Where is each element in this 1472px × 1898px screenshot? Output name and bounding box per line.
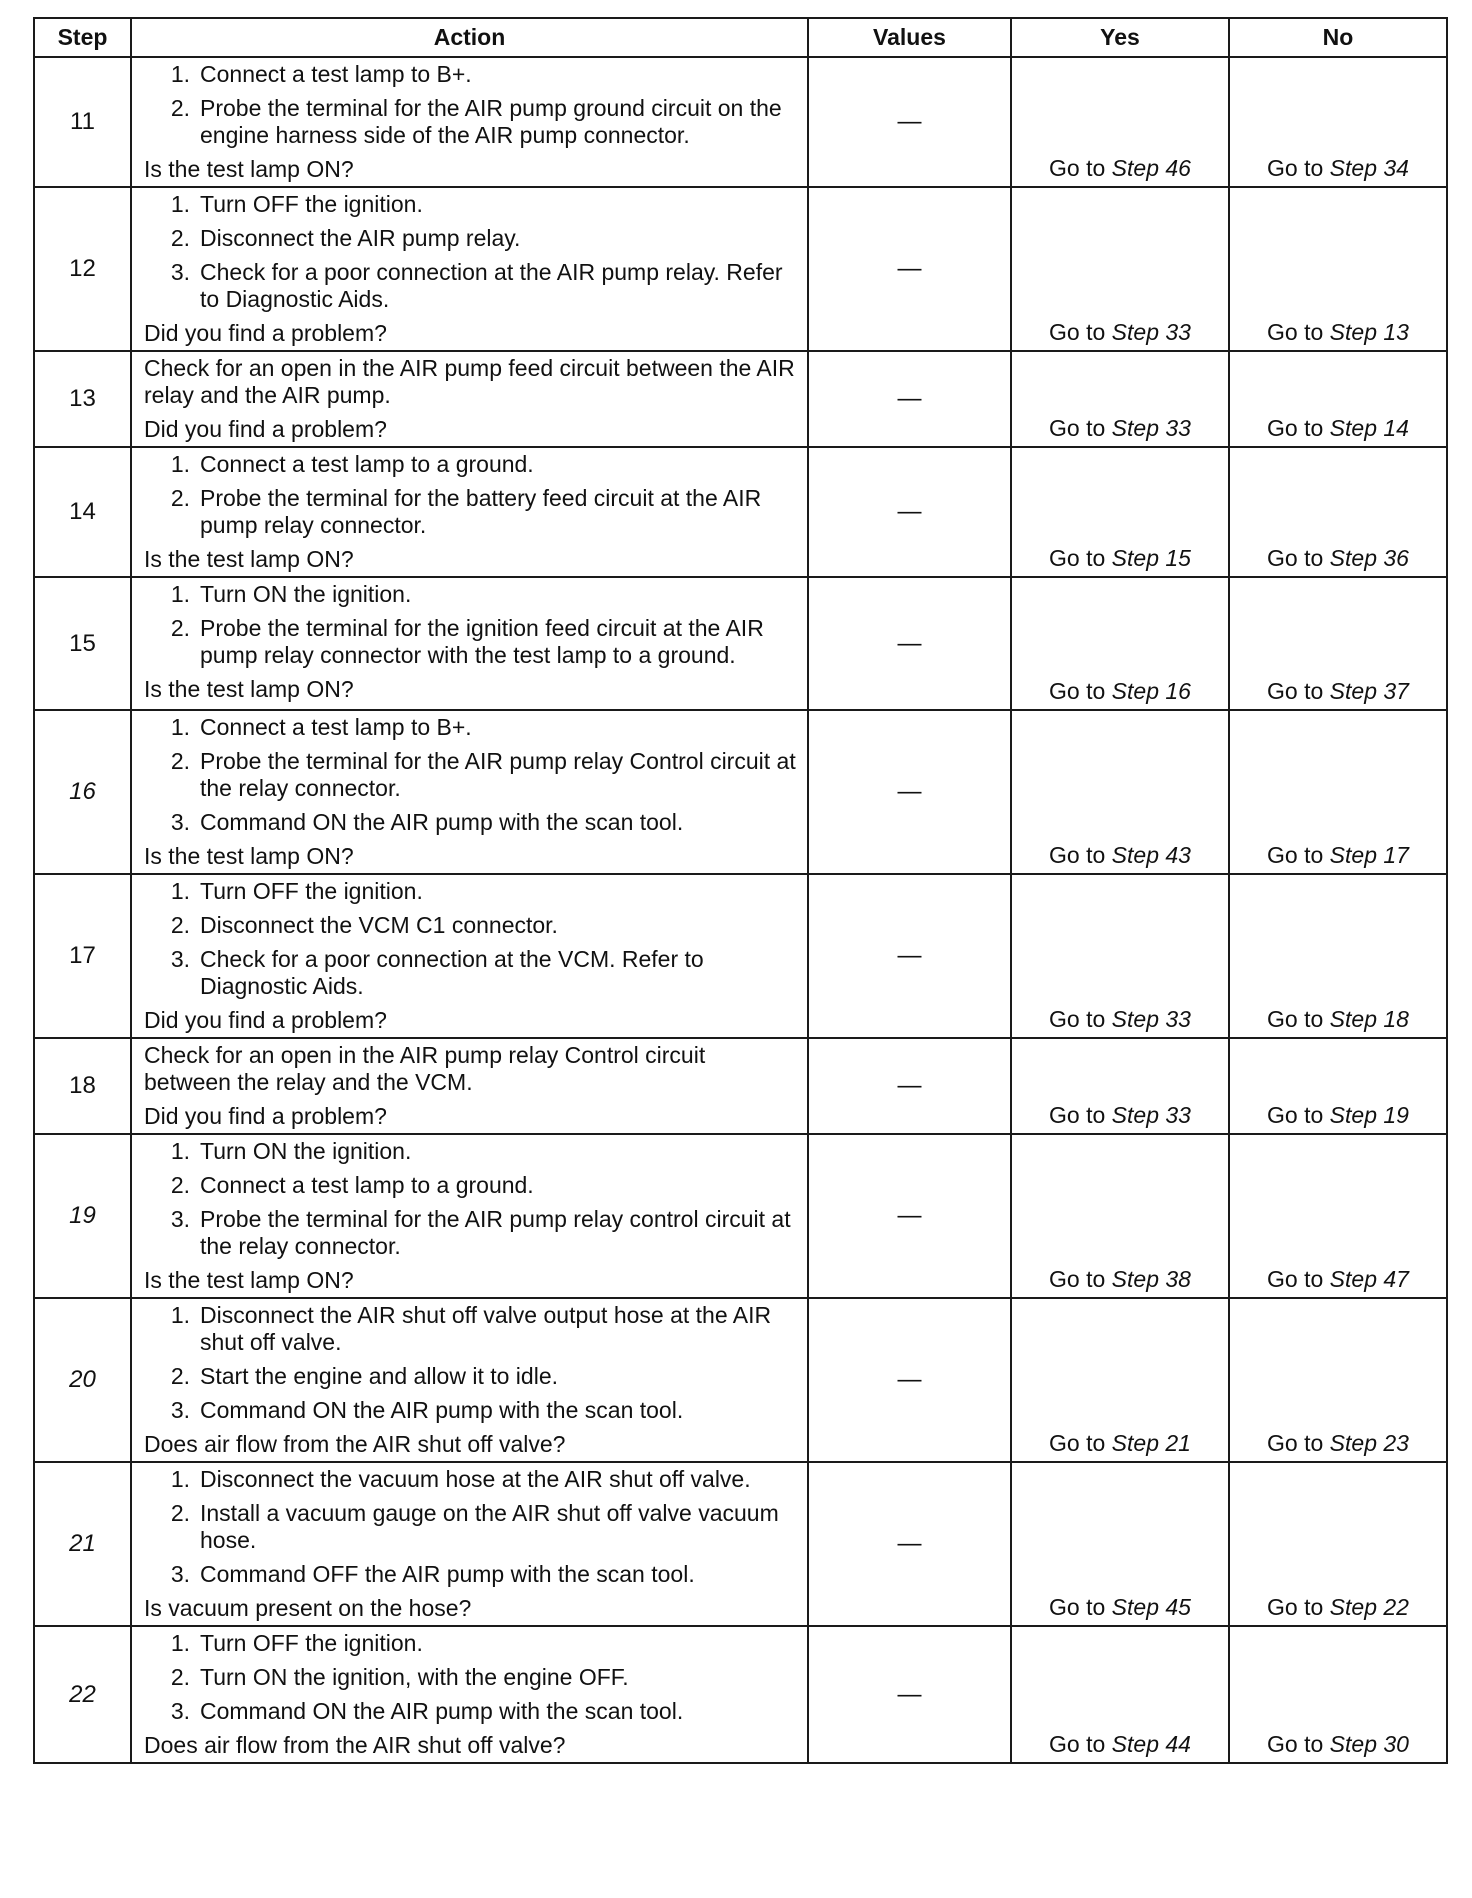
yes-goto-prefix: Go to bbox=[1049, 1006, 1112, 1032]
yes-goto-step: Step 33 bbox=[1111, 415, 1191, 441]
value-cell: — bbox=[808, 710, 1011, 874]
action-cell bbox=[131, 1462, 808, 1626]
no-cell bbox=[1229, 447, 1447, 577]
yes-goto-step: Step 43 bbox=[1111, 842, 1191, 868]
action-step bbox=[144, 451, 797, 478]
step-number: 22 bbox=[34, 1626, 131, 1763]
action-step-text: Disconnect the vacuum hose at the AIR shut off valve. bbox=[200, 1466, 751, 1492]
no-goto-prefix: Go to bbox=[1267, 545, 1330, 571]
action-step-number: 1. bbox=[170, 451, 190, 477]
action-step-text: Turn ON the ignition. bbox=[200, 1138, 412, 1164]
table-row bbox=[34, 447, 1447, 577]
table-header bbox=[34, 18, 1447, 57]
action-step bbox=[144, 878, 797, 905]
action-step bbox=[144, 1500, 797, 1554]
yes-goto-step: Step 21 bbox=[1111, 1430, 1191, 1456]
no-cell bbox=[1229, 1134, 1447, 1298]
no-goto-prefix: Go to bbox=[1267, 1102, 1330, 1128]
table-body bbox=[34, 57, 1447, 1763]
yes-cell bbox=[1011, 187, 1229, 351]
action-steps-list bbox=[144, 1466, 797, 1588]
step-number: 19 bbox=[34, 1134, 131, 1298]
action-step-number: 3. bbox=[170, 1206, 190, 1232]
step-number: 17 bbox=[34, 874, 131, 1038]
action-steps-list bbox=[144, 878, 797, 1000]
yes-cell bbox=[1011, 710, 1229, 874]
action-step-number: 3. bbox=[170, 1397, 190, 1423]
yes-goto-step: Step 16 bbox=[1111, 678, 1191, 704]
action-cell bbox=[131, 1134, 808, 1298]
action-question: Is the test lamp ON? bbox=[144, 676, 354, 702]
yes-goto-step: Step 38 bbox=[1111, 1266, 1191, 1292]
no-cell bbox=[1229, 874, 1447, 1038]
action-step-number: 1. bbox=[170, 581, 190, 607]
action-step-number: 3. bbox=[170, 1698, 190, 1724]
yes-cell bbox=[1011, 577, 1229, 710]
action-step bbox=[144, 1397, 797, 1424]
no-cell bbox=[1229, 577, 1447, 710]
action-cell bbox=[131, 577, 808, 710]
yes-cell bbox=[1011, 447, 1229, 577]
no-goto-step: Step 23 bbox=[1329, 1430, 1409, 1456]
no-goto-step: Step 18 bbox=[1329, 1006, 1409, 1032]
action-steps-list bbox=[144, 1630, 797, 1725]
action-cell bbox=[131, 874, 808, 1038]
no-cell bbox=[1229, 1626, 1447, 1763]
action-step-text: Install a vacuum gauge on the AIR shut off valve vacuum hose. bbox=[200, 1500, 779, 1553]
header-no: No bbox=[1229, 18, 1447, 57]
action-step-number: 3. bbox=[170, 809, 190, 835]
action-step-number: 1. bbox=[170, 1302, 190, 1328]
no-goto-step: Step 17 bbox=[1329, 842, 1409, 868]
yes-goto-prefix: Go to bbox=[1049, 842, 1112, 868]
action-step-number: 3. bbox=[170, 259, 190, 285]
action-step bbox=[144, 912, 797, 939]
action-step bbox=[144, 615, 797, 669]
action-step-text: Probe the terminal for the AIR pump ground circuit on the engine harness side of the AIR pump connector. bbox=[200, 95, 782, 148]
action-question: Is the test lamp ON? bbox=[144, 546, 354, 572]
action-step bbox=[144, 1138, 797, 1165]
no-goto-prefix: Go to bbox=[1267, 678, 1330, 704]
yes-goto-prefix: Go to bbox=[1049, 1266, 1112, 1292]
action-step-number: 2. bbox=[170, 225, 190, 251]
step-number: 21 bbox=[34, 1462, 131, 1626]
action-step-text: Command OFF the AIR pump with the scan tool. bbox=[200, 1561, 695, 1587]
action-step-text: Start the engine and allow it to idle. bbox=[200, 1363, 559, 1389]
action-step-text: Turn OFF the ignition. bbox=[200, 1630, 423, 1656]
action-question: Is the test lamp ON? bbox=[144, 1267, 354, 1293]
yes-cell bbox=[1011, 351, 1229, 447]
action-step-number: 2. bbox=[170, 1664, 190, 1690]
table-row bbox=[34, 874, 1447, 1038]
action-step-number: 2. bbox=[170, 1363, 190, 1389]
action-step bbox=[144, 1630, 797, 1657]
yes-goto-step: Step 15 bbox=[1111, 545, 1191, 571]
yes-goto-prefix: Go to bbox=[1049, 1731, 1112, 1757]
value-cell: — bbox=[808, 57, 1011, 187]
action-step-text: Command ON the AIR pump with the scan tool. bbox=[200, 809, 684, 835]
action-step bbox=[144, 95, 797, 149]
header-yes: Yes bbox=[1011, 18, 1229, 57]
action-step-text: Probe the terminal for the AIR pump relay control circuit at the relay connector. bbox=[200, 1206, 791, 1259]
yes-goto-step: Step 33 bbox=[1111, 1006, 1191, 1032]
action-step bbox=[144, 581, 797, 608]
action-step bbox=[144, 809, 797, 836]
action-step-text: Command ON the AIR pump with the scan tool. bbox=[200, 1698, 684, 1724]
no-goto-prefix: Go to bbox=[1267, 1006, 1330, 1032]
action-step bbox=[144, 748, 797, 802]
action-step-number: 1. bbox=[170, 878, 190, 904]
value-cell: — bbox=[808, 874, 1011, 1038]
table-row bbox=[34, 57, 1447, 187]
action-step-number: 2. bbox=[170, 95, 190, 121]
action-step-text: Turn ON the ignition, with the engine OFF. bbox=[200, 1664, 629, 1690]
action-question: Is the test lamp ON? bbox=[144, 843, 354, 869]
action-step-number: 2. bbox=[170, 748, 190, 774]
no-cell bbox=[1229, 710, 1447, 874]
action-step bbox=[144, 1664, 797, 1691]
action-question: Is vacuum present on the hose? bbox=[144, 1595, 472, 1621]
value-cell: — bbox=[808, 447, 1011, 577]
action-step bbox=[144, 1172, 797, 1199]
action-cell bbox=[131, 1038, 808, 1134]
no-goto-step: Step 34 bbox=[1329, 155, 1409, 181]
action-step bbox=[144, 1466, 797, 1493]
no-goto-prefix: Go to bbox=[1267, 155, 1330, 181]
action-step bbox=[144, 946, 797, 1000]
action-step bbox=[144, 61, 797, 88]
no-goto-step: Step 19 bbox=[1329, 1102, 1409, 1128]
yes-cell bbox=[1011, 1038, 1229, 1134]
table-row bbox=[34, 710, 1447, 874]
action-step-text: Probe the terminal for the AIR pump relay Control circuit at the relay connector. bbox=[200, 748, 796, 801]
action-step-text: Turn OFF the ignition. bbox=[200, 878, 423, 904]
table-row bbox=[34, 1462, 1447, 1626]
action-step-text: Disconnect the VCM C1 connector. bbox=[200, 912, 558, 938]
action-step-number: 2. bbox=[170, 485, 190, 511]
action-cell bbox=[131, 447, 808, 577]
value-cell: — bbox=[808, 1298, 1011, 1462]
action-step-text: Command ON the AIR pump with the scan tool. bbox=[200, 1397, 684, 1423]
yes-goto-prefix: Go to bbox=[1049, 415, 1112, 441]
action-step-number: 1. bbox=[170, 191, 190, 217]
action-step-number: 1. bbox=[170, 61, 190, 87]
action-question: Did you find a problem? bbox=[144, 320, 387, 346]
no-goto-step: Step 22 bbox=[1329, 1594, 1409, 1620]
action-steps-list bbox=[144, 581, 797, 669]
action-question: Did you find a problem? bbox=[144, 1007, 387, 1033]
header-step: Step bbox=[34, 18, 131, 57]
step-number: 16 bbox=[34, 710, 131, 874]
header-action: Action bbox=[131, 18, 808, 57]
step-number: 20 bbox=[34, 1298, 131, 1462]
action-step-number: 1. bbox=[170, 1466, 190, 1492]
no-goto-prefix: Go to bbox=[1267, 415, 1330, 441]
action-step bbox=[144, 714, 797, 741]
yes-cell bbox=[1011, 1134, 1229, 1298]
action-text: Check for an open in the AIR pump relay Control circuit between the relay and the VCM. bbox=[144, 1042, 706, 1095]
table-row bbox=[34, 187, 1447, 351]
yes-cell bbox=[1011, 57, 1229, 187]
action-step-number: 3. bbox=[170, 946, 190, 972]
action-step-number: 2. bbox=[170, 912, 190, 938]
yes-goto-prefix: Go to bbox=[1049, 545, 1112, 571]
value-cell: — bbox=[808, 1462, 1011, 1626]
action-text: Check for an open in the AIR pump feed circuit between the AIR relay and the AIR pump. bbox=[144, 355, 795, 408]
action-step-number: 2. bbox=[170, 1500, 190, 1526]
no-goto-step: Step 13 bbox=[1329, 319, 1409, 345]
value-cell: — bbox=[808, 1038, 1011, 1134]
step-number: 12 bbox=[34, 187, 131, 351]
table-row bbox=[34, 1298, 1447, 1462]
action-step-number: 1. bbox=[170, 714, 190, 740]
yes-goto-step: Step 33 bbox=[1111, 319, 1191, 345]
step-number: 15 bbox=[34, 577, 131, 710]
no-goto-prefix: Go to bbox=[1267, 1266, 1330, 1292]
action-step-text: Connect a test lamp to a ground. bbox=[200, 451, 534, 477]
table-row bbox=[34, 351, 1447, 447]
no-goto-prefix: Go to bbox=[1267, 842, 1330, 868]
no-cell bbox=[1229, 57, 1447, 187]
header-values: Values bbox=[808, 18, 1011, 57]
action-step bbox=[144, 1302, 797, 1356]
action-step bbox=[144, 191, 797, 218]
yes-goto-step: Step 33 bbox=[1111, 1102, 1191, 1128]
step-number: 18 bbox=[34, 1038, 131, 1134]
action-step-number: 2. bbox=[170, 615, 190, 641]
yes-goto-prefix: Go to bbox=[1049, 1102, 1112, 1128]
action-steps-list bbox=[144, 61, 797, 149]
diagnostic-table bbox=[33, 17, 1448, 1764]
action-step-number: 1. bbox=[170, 1138, 190, 1164]
action-question: Did you find a problem? bbox=[144, 1103, 387, 1129]
step-number: 13 bbox=[34, 351, 131, 447]
yes-goto-step: Step 46 bbox=[1111, 155, 1191, 181]
no-goto-step: Step 47 bbox=[1329, 1266, 1409, 1292]
action-question: Does air flow from the AIR shut off valve? bbox=[144, 1732, 566, 1758]
action-step-text: Connect a test lamp to B+. bbox=[200, 61, 472, 87]
action-step bbox=[144, 1363, 797, 1390]
yes-goto-prefix: Go to bbox=[1049, 678, 1112, 704]
yes-cell bbox=[1011, 1626, 1229, 1763]
step-number: 14 bbox=[34, 447, 131, 577]
action-question: Is the test lamp ON? bbox=[144, 156, 354, 182]
yes-cell bbox=[1011, 874, 1229, 1038]
yes-goto-prefix: Go to bbox=[1049, 1594, 1112, 1620]
action-step-text: Turn OFF the ignition. bbox=[200, 191, 423, 217]
action-step-text: Probe the terminal for the battery feed circuit at the AIR pump relay connector. bbox=[200, 485, 762, 538]
action-steps-list bbox=[144, 1302, 797, 1424]
yes-cell bbox=[1011, 1298, 1229, 1462]
action-cell bbox=[131, 1298, 808, 1462]
no-goto-step: Step 14 bbox=[1329, 415, 1409, 441]
action-step-number: 1. bbox=[170, 1630, 190, 1656]
step-number: 11 bbox=[34, 57, 131, 187]
action-steps-list bbox=[144, 451, 797, 539]
action-step bbox=[144, 225, 797, 252]
table-row bbox=[34, 1038, 1447, 1134]
action-step-text: Connect a test lamp to a ground. bbox=[200, 1172, 534, 1198]
no-goto-step: Step 36 bbox=[1329, 545, 1409, 571]
action-step-number: 2. bbox=[170, 1172, 190, 1198]
action-step-text: Disconnect the AIR shut off valve output hose at the AIR shut off valve. bbox=[200, 1302, 772, 1355]
action-steps-list bbox=[144, 1138, 797, 1260]
no-goto-step: Step 30 bbox=[1329, 1731, 1409, 1757]
no-goto-prefix: Go to bbox=[1267, 1594, 1330, 1620]
value-cell: — bbox=[808, 1626, 1011, 1763]
value-cell: — bbox=[808, 1134, 1011, 1298]
action-cell bbox=[131, 57, 808, 187]
action-step bbox=[144, 485, 797, 539]
action-cell bbox=[131, 351, 808, 447]
action-question: Does air flow from the AIR shut off valve? bbox=[144, 1431, 566, 1457]
action-step bbox=[144, 259, 797, 313]
action-step-text: Connect a test lamp to B+. bbox=[200, 714, 472, 740]
action-step-text: Check for a poor connection at the VCM. Refer to Diagnostic Aids. bbox=[200, 946, 704, 999]
yes-cell bbox=[1011, 1462, 1229, 1626]
no-cell bbox=[1229, 1298, 1447, 1462]
action-steps-list bbox=[144, 191, 797, 313]
action-step bbox=[144, 1698, 797, 1725]
action-step-text: Disconnect the AIR pump relay. bbox=[200, 225, 521, 251]
action-cell bbox=[131, 1626, 808, 1763]
no-cell bbox=[1229, 1038, 1447, 1134]
table-row bbox=[34, 1134, 1447, 1298]
value-cell: — bbox=[808, 187, 1011, 351]
action-cell bbox=[131, 710, 808, 874]
yes-goto-step: Step 44 bbox=[1111, 1731, 1191, 1757]
no-cell bbox=[1229, 1462, 1447, 1626]
yes-goto-prefix: Go to bbox=[1049, 319, 1112, 345]
no-cell bbox=[1229, 351, 1447, 447]
yes-goto-prefix: Go to bbox=[1049, 155, 1112, 181]
action-steps-list bbox=[144, 714, 797, 836]
no-goto-prefix: Go to bbox=[1267, 319, 1330, 345]
no-goto-prefix: Go to bbox=[1267, 1731, 1330, 1757]
yes-goto-prefix: Go to bbox=[1049, 1430, 1112, 1456]
action-step bbox=[144, 1561, 797, 1588]
action-cell bbox=[131, 187, 808, 351]
action-step bbox=[144, 1206, 797, 1260]
no-goto-prefix: Go to bbox=[1267, 1430, 1330, 1456]
no-goto-step: Step 37 bbox=[1329, 678, 1409, 704]
yes-goto-step: Step 45 bbox=[1111, 1594, 1191, 1620]
action-step-number: 3. bbox=[170, 1561, 190, 1587]
action-step-text: Turn ON the ignition. bbox=[200, 581, 412, 607]
value-cell: — bbox=[808, 351, 1011, 447]
no-cell bbox=[1229, 187, 1447, 351]
table-row bbox=[34, 1626, 1447, 1763]
action-step-text: Check for a poor connection at the AIR pump relay. Refer to Diagnostic Aids. bbox=[200, 259, 783, 312]
value-cell: — bbox=[808, 577, 1011, 710]
header-row bbox=[34, 18, 1447, 57]
action-question: Did you find a problem? bbox=[144, 416, 387, 442]
table-row bbox=[34, 577, 1447, 710]
action-step-text: Probe the terminal for the ignition feed circuit at the AIR pump relay connector with the test lamp to a ground. bbox=[200, 615, 764, 668]
